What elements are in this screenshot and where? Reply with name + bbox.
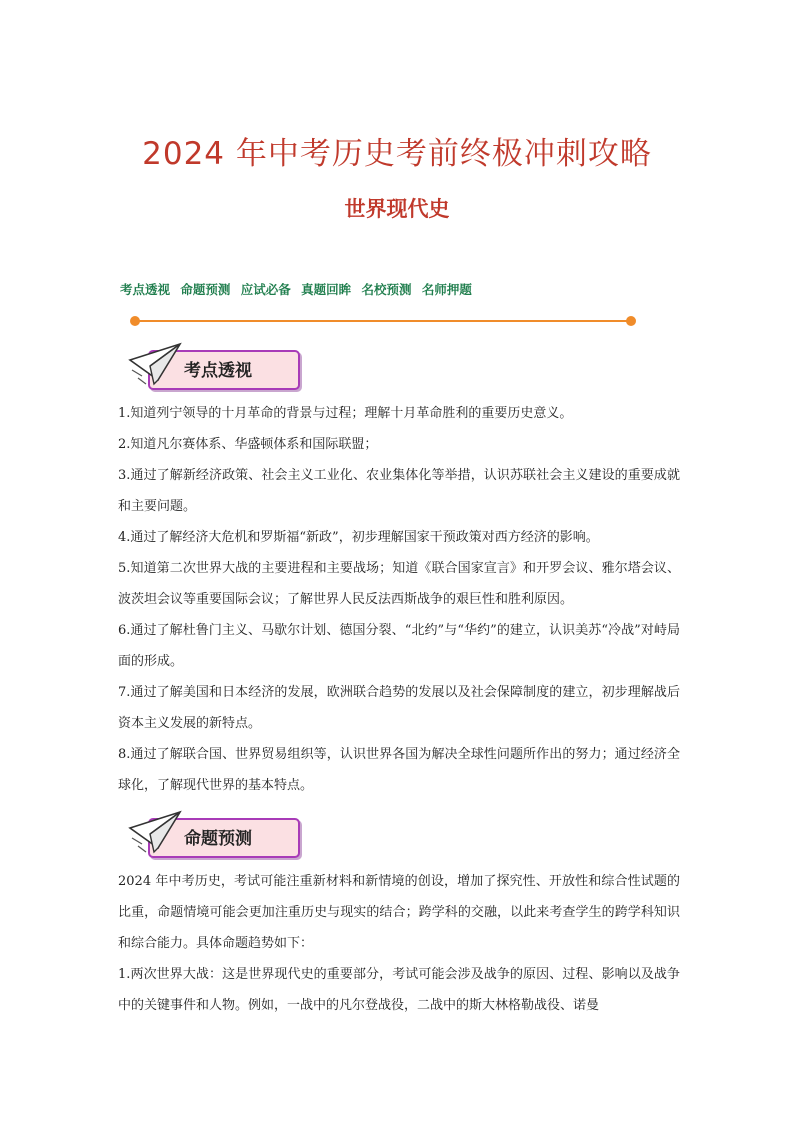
list-item: 2.知道凡尔赛体系、华盛顿体系和国际联盟； [118, 437, 378, 452]
list-item: 5.知道第二次世界大战的主要进程和主要战场；知道《联合国家宣言》和开罗会议、雅尔塔会议、波茨坦会议等重要国际会议；了解世界人民反法西斯战争的艰巨性和胜利原因。 [118, 561, 680, 607]
orange-divider [130, 316, 636, 326]
paragraph: 2024 年中考历史，考试可能注重新材料和新情境的创设，增加了探究性、开放性和综合性试题的比重，命题情境可能会更加注重历史与现实的结合；跨学科的交融，以此来考查学生的跨学科知识和综合能力。具体命题趋势如下： [118, 874, 680, 951]
paper-plane-icon [128, 808, 188, 856]
section-heading-mingti [128, 812, 308, 862]
section-nav [120, 280, 478, 298]
divider-dot-right [626, 316, 636, 326]
list-item: 7.通过了解美国和日本经济的发展，欧洲联合趋势的发展以及社会保障制度的建立，初步理解战后资本主义发展的新特点。 [118, 685, 680, 731]
list-item: 1.知道列宁领导的十月革命的背景与过程；理解十月革命胜利的重要历史意义。 [118, 406, 573, 421]
nav-item-mingti[interactable]: 命题预测 [180, 282, 231, 297]
nav-item-zhenti[interactable]: 真题回眸 [301, 282, 352, 297]
nav-item-mingxiao[interactable]: 名校预测 [361, 282, 412, 297]
list-item: 3.通过了解新经济政策、社会主义工业化、农业集体化等举措，认识苏联社会主义建设的重要成就和主要问题。 [118, 468, 680, 514]
section-heading-label: 命题预测 [184, 829, 252, 849]
list-item: 8.通过了解联合国、世界贸易组织等，认识世界各国为解决全球性问题所作出的努力；通过经济全球化，了解现代世界的基本特点。 [118, 747, 680, 793]
document-title: 2024 年中考历史考前终极冲刺攻略 [142, 136, 652, 172]
document-subtitle: 世界现代史 [344, 197, 450, 221]
section-heading-label: 考点透视 [184, 361, 252, 381]
nav-item-mingshi[interactable]: 名师押题 [421, 282, 472, 297]
list-item: 4.通过了解经济大危机和罗斯福“新政”，初步理解国家干预政策对西方经济的影响。 [118, 530, 599, 545]
paragraph: 1.两次世界大战：这是世界现代史的重要部分，考试可能会涉及战争的原因、过程、影响以及战争中的关键事件和人物。例如，一战中的凡尔登战役，二战中的斯大林格勒战役、诺曼 [118, 967, 680, 1013]
divider-line [136, 320, 630, 322]
paper-plane-icon [128, 340, 188, 388]
mingti-text [118, 866, 680, 1021]
section-heading-kaodian [128, 344, 308, 394]
nav-item-kaodian[interactable]: 考点透视 [120, 282, 171, 297]
list-item: 6.通过了解杜鲁门主义、马歇尔计划、德国分裂、“北约”与“华约”的建立，认识美苏“冷战”对峙局面的形成。 [118, 623, 680, 669]
nav-item-yingshi[interactable]: 应试必备 [240, 282, 291, 297]
kaodian-list [118, 398, 680, 801]
